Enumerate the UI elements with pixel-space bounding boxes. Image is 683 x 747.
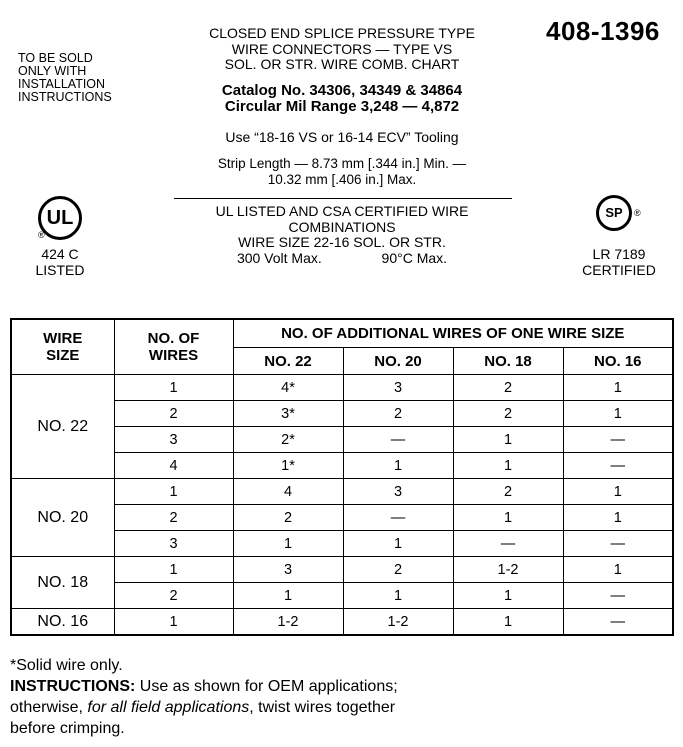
footnote: *Solid wire only. <box>10 657 123 674</box>
instructions-label: INSTRUCTIONS: <box>10 678 136 695</box>
no-of-wires-cell: 2 <box>114 583 233 609</box>
csa-line: CERTIFIED <box>582 262 656 278</box>
table-cell: 2 <box>453 479 563 505</box>
title-line: CLOSED END SPLICE PRESSURE TYPE <box>209 25 475 41</box>
table-cell: 1 <box>563 401 673 427</box>
wire-size-cell: NO. 22 <box>11 375 114 479</box>
table-cell: 1* <box>233 453 343 479</box>
table-cell: 1 <box>563 375 673 401</box>
table-cell: 4 <box>233 479 343 505</box>
table-cell: 3 <box>343 375 453 401</box>
table-cell: 1 <box>453 427 563 453</box>
table-cell: 1 <box>343 583 453 609</box>
no-of-wires-cell: 3 <box>114 531 233 557</box>
csa-logo-icon: SP <box>596 195 632 231</box>
title-line: SOL. OR STR. WIRE COMB. CHART <box>224 56 460 72</box>
tooling-note: Use “18-16 VS or 16-14 ECV” Tooling <box>225 129 459 145</box>
part-number: 408-1396 <box>546 16 660 46</box>
title-line: WIRE CONNECTORS — TYPE VS <box>231 40 453 57</box>
no-of-wires-cell: 3 <box>114 427 233 453</box>
table-cell: 2 <box>453 375 563 401</box>
ul-listing-line: 424 C <box>41 246 79 262</box>
instructions-emphasis: for all field applications <box>87 699 250 716</box>
table-row <box>11 375 673 401</box>
table-cell: — <box>563 609 673 636</box>
no-of-wires-cell: 2 <box>114 505 233 531</box>
table-header-row <box>11 319 673 348</box>
table-cell: 2* <box>233 427 343 453</box>
table-row <box>11 557 673 583</box>
table-cell: 1 <box>453 609 563 636</box>
table-row <box>11 609 673 636</box>
table-cell: 1 <box>453 583 563 609</box>
table-cell: 1 <box>233 531 343 557</box>
header-line: WIRE <box>43 330 83 347</box>
ul-listing <box>10 246 110 278</box>
table-cell: 2 <box>453 401 563 427</box>
registered-mark: ® <box>634 208 641 218</box>
voltage-rating: 300 Volt Max. <box>236 249 322 266</box>
table-cell: 1-2 <box>233 609 343 636</box>
csa-line: LR 7189 <box>592 246 646 262</box>
sale-notice-line: TO BE SOLD <box>18 51 93 65</box>
table-cell: 1-2 <box>453 557 563 583</box>
header-additional-wires: NO. OF ADDITIONAL WIRES OF ONE WIRE SIZE <box>233 319 673 348</box>
table-cell: 2 <box>343 401 453 427</box>
table-cell: 1 <box>453 505 563 531</box>
instructions-text: Use as shown for OEM applications; otherwise, <box>10 678 398 716</box>
no-of-wires-cell: 4 <box>114 453 233 479</box>
header-col-16: NO. 16 <box>563 348 673 375</box>
footer-notes <box>10 655 670 739</box>
table-cell: 1-2 <box>343 609 453 636</box>
strip-length-line: Strip Length — 8.73 mm [.344 in.] Min. — <box>217 156 467 171</box>
wire-combination-table <box>10 318 674 636</box>
table-cell: 1 <box>343 531 453 557</box>
catalog-numbers: Catalog No. 34306, 34349 & 34864 <box>221 82 463 99</box>
ul-listing-line: LISTED <box>35 262 85 278</box>
circular-mil-range: Circular Mil Range 3,248 — 4,872 <box>224 98 460 115</box>
no-of-wires-cell: 1 <box>114 609 233 636</box>
table-cell: — <box>563 453 673 479</box>
temperature-rating: 90°C Max. <box>381 249 448 266</box>
table-cell: 1 <box>233 583 343 609</box>
table-cell: — <box>453 531 563 557</box>
instructions-text: , twist wires together before crimping. <box>10 699 396 737</box>
ratings-line <box>170 251 514 267</box>
table-cell: 1 <box>563 479 673 505</box>
strip-length-line: 10.32 mm [.406 in.] Max. <box>267 171 417 187</box>
table-cell: 3 <box>343 479 453 505</box>
no-of-wires-cell: 2 <box>114 401 233 427</box>
table-cell: 1 <box>563 505 673 531</box>
catalog-block <box>170 83 514 115</box>
no-of-wires-cell: 1 <box>114 375 233 401</box>
table-cell: — <box>563 583 673 609</box>
header-no-of-wires <box>114 319 233 375</box>
sale-notice-line: INSTRUCTIONS <box>18 90 112 104</box>
header-col-20: NO. 20 <box>343 348 453 375</box>
csa-certification <box>560 246 678 278</box>
registered-mark: ® <box>38 230 45 240</box>
table-cell: — <box>343 505 453 531</box>
document-title <box>170 26 514 73</box>
no-of-wires-cell: 1 <box>114 557 233 583</box>
cert-line: WIRE SIZE 22-16 SOL. OR STR. <box>238 234 446 250</box>
header-line: SIZE <box>46 347 80 364</box>
table-cell: — <box>563 531 673 557</box>
sale-notice-line: ONLY WITH <box>18 64 87 78</box>
header-wire-size <box>11 319 114 375</box>
header-line: WIRES <box>148 347 199 364</box>
sale-notice-line: INSTALLATION <box>18 77 106 91</box>
header-col-18: NO. 18 <box>453 348 563 375</box>
ul-logo-icon: UL <box>38 196 82 240</box>
table-cell: 2 <box>233 505 343 531</box>
table-cell: 1 <box>343 453 453 479</box>
table-cell: 3* <box>233 401 343 427</box>
header-line: NO. OF <box>147 330 200 347</box>
strip-length <box>170 156 514 187</box>
table-cell: 1 <box>453 453 563 479</box>
table-cell: 1 <box>563 557 673 583</box>
wire-size-cell: NO. 16 <box>11 609 114 636</box>
divider <box>174 198 512 199</box>
table-cell: — <box>563 427 673 453</box>
header-col-22: NO. 22 <box>233 348 343 375</box>
sale-notice <box>18 52 112 104</box>
table-cell: 3 <box>233 557 343 583</box>
wire-size-cell: NO. 18 <box>11 557 114 609</box>
no-of-wires-cell: 1 <box>114 479 233 505</box>
table-row <box>11 479 673 505</box>
table-cell: 4* <box>233 375 343 401</box>
instructions <box>10 676 430 739</box>
cert-line: UL LISTED AND CSA CERTIFIED WIRE <box>215 203 469 219</box>
cert-line: COMBINATIONS <box>288 218 396 235</box>
table-cell: 2 <box>343 557 453 583</box>
table-cell: — <box>343 427 453 453</box>
certification-block <box>170 204 514 266</box>
wire-size-cell: NO. 20 <box>11 479 114 557</box>
